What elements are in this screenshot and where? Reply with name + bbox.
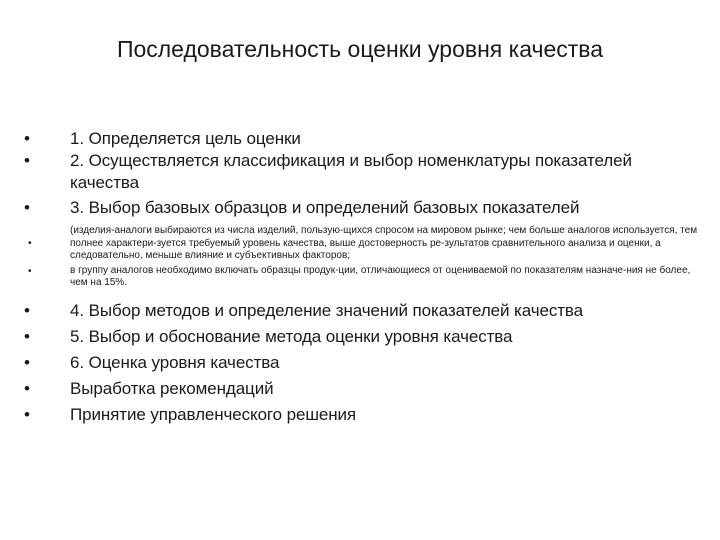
bullet-icon: • — [24, 378, 30, 398]
list-item-text: 2. Осуществляется классификация и выбор номенклатуры показателей качества — [70, 151, 632, 192]
list-item — [24, 197, 700, 219]
bullet-icon: • — [24, 129, 30, 148]
bullet-icon: • — [24, 326, 30, 346]
sub-list-item — [24, 265, 700, 290]
list-item-text: 6. Оценка уровня качества — [70, 352, 280, 372]
slide-title: Последовательность оценки уровня качества — [116, 36, 604, 62]
bullet-icon: • — [28, 238, 32, 249]
list-item-text: Выработка рекомендаций — [70, 378, 274, 398]
list-item — [24, 352, 700, 374]
bullet-icon: • — [24, 300, 30, 320]
list-item-text: 3. Выбор базовых образцов и определений базовых показателей — [70, 198, 580, 217]
list-item-text: 1. Определяется цель оценки — [70, 129, 301, 148]
list-item-text: 5. Выбор и обоснование метода оценки уровня качества — [70, 326, 513, 346]
sub-list-item-text: в группу аналогов необходимо включать образцы продук-ции, отличающиеся от оцениваемой по показателям назначе-ния не более, чем на 15%. — [70, 264, 691, 288]
sub-list-item-text: (изделия-аналоги выбираются из числа изделий, пользую-щихся спросом на мировом рынке; чем больше аналогов используется, тем полнее характери-зуется требуемый уровень качества, выше достоверность ре-зультатов сравнительного анализа и оценки, а следовательно, меньше влияние и субъективных факторов; — [70, 225, 698, 261]
list-item-text: Принятие управленческого решения — [70, 404, 357, 424]
bullet-list — [24, 128, 700, 426]
list-item-text: 4. Выбор методов и определение значений показателей качества — [70, 300, 584, 320]
list-item — [24, 150, 700, 194]
list-item — [24, 128, 700, 150]
bullet-icon: • — [24, 198, 30, 217]
bullet-icon: • — [28, 265, 32, 277]
list-item — [24, 300, 700, 322]
bullet-icon: • — [24, 352, 30, 372]
bullet-icon: • — [24, 404, 30, 424]
list-item — [24, 404, 700, 426]
sub-list-item — [24, 225, 700, 263]
list-item — [24, 378, 700, 400]
bullet-icon: • — [24, 151, 30, 170]
list-item — [24, 326, 700, 348]
